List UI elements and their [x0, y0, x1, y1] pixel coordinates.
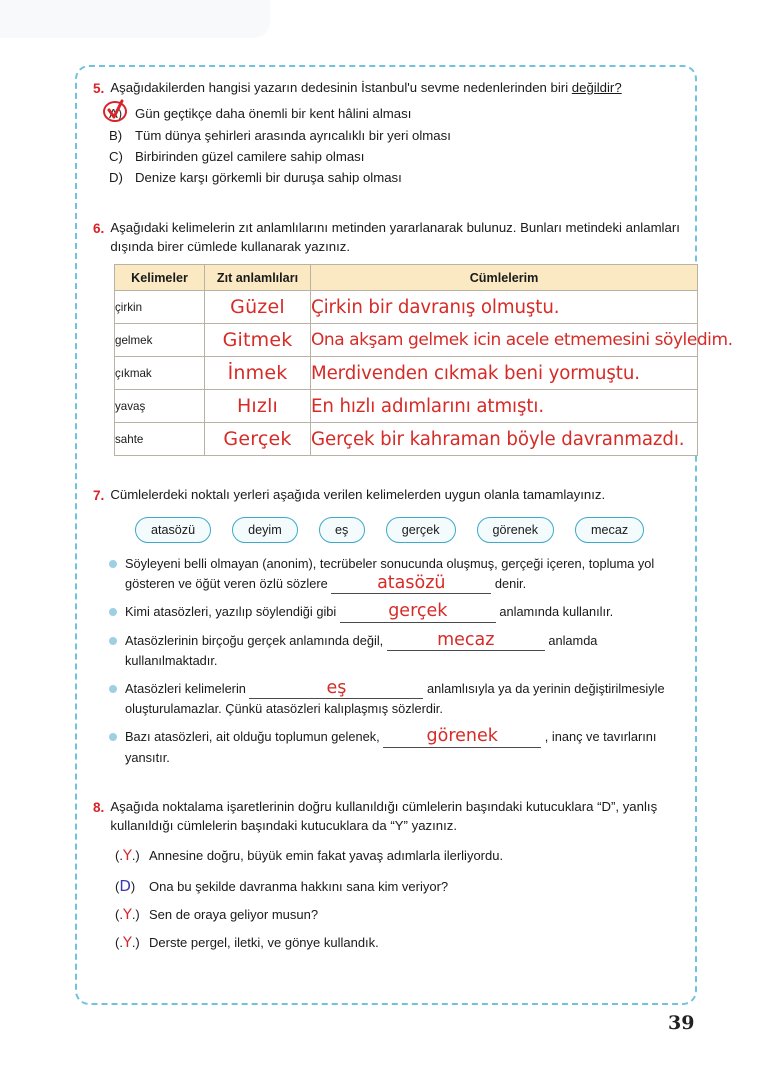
question-8-number: 8.: [93, 799, 105, 815]
list-item: [115, 933, 681, 955]
row-antonym-answer[interactable]: Gerçek: [205, 423, 311, 456]
fill-text-after: , inanç ve tavırlarını yansıtır.: [125, 729, 657, 765]
list-item: [109, 631, 681, 671]
option-c[interactable]: [93, 146, 681, 167]
option-a-letter: A): [109, 106, 123, 122]
table-row: [115, 357, 698, 390]
option-d-key: D): [109, 170, 123, 186]
fill-text-before: Söyleyeni belli olmayan (anonim), tecrübeler sonucunda oluşmuş, gerçeği içeren, topluma yol gösteren ve öğüt veren özlü sözlere: [125, 555, 655, 591]
word-bank-pill-es[interactable]: eş: [319, 517, 365, 543]
bullet-dot-icon: [109, 560, 117, 568]
bullet-dot-icon: [109, 637, 117, 645]
column-header-antonyms: Zıt anlamlıları: [205, 265, 311, 291]
question-5-prompt-text: Aşağıdakilerden hangisi yazarın dedesinin İstanbul'u sevme nedenlerinden biri: [110, 80, 572, 95]
spacer: [93, 456, 681, 486]
word-bank: [135, 517, 681, 543]
column-header-words: Kelimeler: [115, 265, 205, 291]
question-6: [93, 219, 733, 456]
fill-text-after: anlamda kullanılmaktadır.: [125, 632, 598, 669]
fill-text-before: Atasözleri kelimelerin: [125, 680, 250, 696]
question-8: [93, 798, 681, 955]
answer-letter: Y: [122, 848, 132, 865]
row-antonym-answer[interactable]: Hızlı: [205, 390, 311, 423]
spacer: [93, 776, 681, 798]
word-bank-pill-atasozu[interactable]: atasözü: [135, 517, 211, 543]
list-item: [115, 905, 681, 927]
sentence-text: Derste pergel, iletki, ve gönye kullandık.: [149, 935, 379, 951]
fill-text-before: Bazı atasözleri, ait olduğu toplumun gelenek,: [125, 729, 384, 745]
question-6-header: [93, 219, 681, 256]
row-word: gelmek: [115, 324, 205, 357]
antonym-table-body: [115, 291, 733, 456]
option-b[interactable]: [93, 125, 681, 146]
list-item: [109, 602, 681, 623]
question-7-header: [93, 486, 681, 505]
question-8-header: [93, 798, 681, 835]
fill-in-blank-list: [109, 554, 681, 768]
worksheet-page: [75, 65, 733, 1005]
answer-box[interactable]: (.Y.): [115, 935, 140, 952]
question-5-options: [93, 103, 681, 189]
question-7-number: 7.: [93, 488, 105, 504]
answer-box[interactable]: (.Y.): [115, 906, 140, 923]
question-6-number: 6.: [93, 220, 105, 236]
table-row: [115, 324, 698, 357]
row-sentence-answer[interactable]: Merdivenden cıkmak beni yormuştu.: [311, 357, 698, 390]
answer-letter: Y: [122, 935, 132, 952]
table-row: [115, 390, 698, 423]
sentence-text: Sen de oraya geliyor musun?: [149, 906, 319, 922]
list-item: [109, 554, 681, 594]
row-sentence-answer[interactable]: En hızlı adımlarını atmıştı.: [311, 390, 698, 423]
fill-answer-atasozu[interactable]: atasözü: [331, 575, 491, 595]
option-a-label: Gün geçtikçe daha önemli bir kent hâlini alması: [135, 106, 412, 122]
fill-text-before: Atasözlerinin birçoğu gerçek anlamında değil,: [125, 632, 387, 648]
word-bank-pill-gorenek[interactable]: görenek: [477, 517, 555, 543]
option-c-label: Birbirinden güzel camilere sahip olması: [135, 149, 365, 165]
option-c-key: C): [109, 149, 123, 165]
row-antonym-answer[interactable]: Gitmek: [205, 324, 311, 357]
bullet-dot-icon: [109, 685, 117, 693]
question-5-prompt: [110, 79, 681, 98]
spacer: [93, 189, 681, 219]
question-5-prompt-emphasis: değildir?: [571, 80, 622, 95]
table-row: [115, 423, 698, 456]
table-header-row: [115, 265, 698, 291]
antonym-table: [114, 264, 733, 456]
row-sentence-answer[interactable]: Gerçek bir kahraman böyle davranmazdı.: [311, 423, 698, 456]
fill-item-body: [125, 602, 681, 623]
sentence-text: Annesine doğru, büyük emin fakat yavaş adımlarla ilerliyordu.: [149, 848, 504, 864]
question-5-number: 5.: [93, 81, 105, 96]
row-sentence-answer[interactable]: Çirkin bir davranış olmuştu.: [311, 291, 698, 324]
question-5: [93, 79, 681, 189]
sentence-text: Ona bu şekilde davranma hakkını sana kim veriyor?: [149, 879, 449, 895]
option-b-key: B): [109, 127, 123, 143]
option-a[interactable]: [93, 103, 681, 124]
answer-letter: Y: [122, 906, 132, 923]
fill-item-body: [125, 727, 681, 767]
question-5-header: [93, 79, 681, 98]
word-bank-pill-gercek[interactable]: gerçek: [386, 517, 456, 543]
page-number: 39: [668, 1012, 695, 1034]
option-a-key: [109, 103, 135, 124]
word-bank-pill-mecaz[interactable]: mecaz: [575, 517, 644, 543]
question-6-prompt: Aşağıdaki kelimelerin zıt anlamlılarını metinden yararlanarak bulunuz. Bunları metindeki anlamları dışında birer cümlede kullanarak yazınız.: [110, 219, 680, 254]
fill-answer-gercek[interactable]: gerçek: [340, 603, 496, 623]
column-header-sentences: Cümlelerim: [311, 265, 698, 291]
row-word: çirkin: [115, 291, 205, 324]
answer-box[interactable]: (D): [115, 877, 136, 896]
fill-item-body: [125, 679, 681, 719]
question-7-prompt: Cümlelerdeki noktalı yerleri aşağıda verilen kelimelerden uygun olanla tamamlayınız.: [110, 487, 606, 503]
bullet-dot-icon: [109, 733, 117, 741]
row-antonym-answer[interactable]: Güzel: [205, 291, 311, 324]
fill-text-after: anlamında kullanılır.: [495, 604, 614, 620]
fill-text-before: Kimi atasözleri, yazılıp söylendiği gibi: [125, 604, 340, 620]
row-sentence-answer[interactable]: Ona akşam gelmek icin acele etmemesini söyledim.: [311, 324, 698, 357]
fill-answer-mecaz[interactable]: mecaz: [387, 632, 545, 652]
row-antonym-answer[interactable]: İnmek: [205, 357, 311, 390]
scan-artifact: [0, 0, 270, 38]
fill-item-body: [125, 554, 681, 594]
answer-box[interactable]: (.Y.): [115, 848, 140, 865]
table-row: [115, 291, 698, 324]
punctuation-answer-list: [115, 846, 681, 955]
fill-answer-es[interactable]: eş: [249, 680, 423, 700]
row-word: çıkmak: [115, 357, 205, 390]
list-item: [109, 727, 681, 767]
fill-text-after: denir.: [491, 575, 527, 591]
answer-letter: D: [119, 877, 131, 896]
antonym-table-wrapper: [114, 264, 733, 456]
antonym-table-head: [115, 265, 698, 291]
question-7: [93, 486, 681, 768]
option-b-label: Tüm dünya şehirleri arasında ayrıcalıklı bir yeri olması: [135, 127, 451, 143]
row-word: sahte: [115, 423, 205, 456]
list-item: [115, 875, 681, 898]
word-bank-pill-deyim[interactable]: deyim: [232, 517, 298, 543]
list-item: [109, 679, 681, 719]
question-8-prompt: Aşağıda noktalama işaretlerinin doğru kullanıldığı cümlelerin başındaki kutucuklara “D”, yanlış kullanıldığı cümlelerin başındaki kutucuklara da “Y” yazınız.: [110, 798, 658, 833]
fill-answer-gorenek[interactable]: görenek: [383, 728, 541, 748]
row-word: yavaş: [115, 390, 205, 423]
fill-item-body: [125, 631, 681, 671]
bullet-dot-icon: [109, 608, 117, 616]
option-d[interactable]: [93, 167, 681, 188]
option-d-label: Denize karşı görkemli bir duruşa sahip olması: [135, 170, 402, 186]
list-item: [115, 846, 681, 868]
fill-text-after: anlamlısıyla ya da yerinin değiştirilmesiyle oluşturulamazlar. Çünkü atasözleri kalıplaşmış sözlerdir.: [125, 680, 665, 717]
